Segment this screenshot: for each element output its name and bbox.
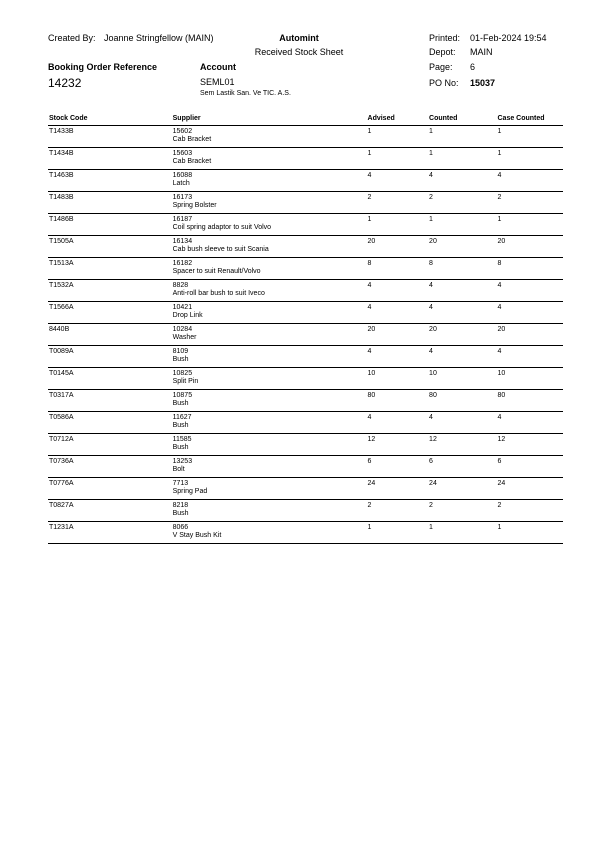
item-description: Bush bbox=[172, 400, 189, 407]
case-counted-cell: 1 bbox=[497, 214, 564, 236]
stock-code-cell: T0145A bbox=[48, 368, 172, 390]
stock-code-cell: T1231A bbox=[48, 522, 172, 544]
item-description: Split Pin bbox=[172, 378, 199, 385]
item-description: Spacer to suit Renault/Volvo bbox=[172, 268, 261, 275]
supplier-code: 11627 bbox=[172, 414, 192, 421]
item-description: Drop Link bbox=[172, 312, 203, 319]
supplier-code: 8218 bbox=[172, 502, 189, 509]
advised-cell: 1 bbox=[367, 148, 429, 170]
item-description: Bush bbox=[172, 444, 189, 451]
case-counted-cell: 1 bbox=[497, 126, 564, 148]
stock-code-cell: T1486B bbox=[48, 214, 172, 236]
counted-cell: 2 bbox=[428, 500, 496, 522]
advised-cell: 4 bbox=[367, 346, 429, 368]
stock-code-cell: T0827A bbox=[48, 500, 172, 522]
printed-label: Printed: bbox=[429, 33, 461, 43]
item-description: Latch bbox=[172, 180, 190, 187]
item-description: Cab bush sleeve to suit Scania bbox=[172, 246, 269, 253]
item-description: Cab Bracket bbox=[172, 158, 212, 165]
po-label: PO No: bbox=[429, 78, 459, 88]
case-counted-cell: 2 bbox=[497, 192, 564, 214]
supplier-code: 16173 bbox=[172, 194, 193, 201]
advised-cell: 4 bbox=[367, 412, 429, 434]
case-counted-cell: 4 bbox=[497, 280, 564, 302]
case-counted-cell: 10 bbox=[497, 368, 564, 390]
counted-cell: 1 bbox=[428, 148, 496, 170]
supplier-cell bbox=[172, 434, 367, 456]
item-description: Bush bbox=[172, 356, 189, 363]
table-row bbox=[48, 368, 563, 390]
case-counted-cell: 1 bbox=[497, 148, 564, 170]
table-row bbox=[48, 148, 563, 170]
advised-cell: 20 bbox=[367, 324, 429, 346]
item-description: Bolt bbox=[172, 466, 185, 473]
supplier-code: 10825 bbox=[172, 370, 193, 377]
col-stock-code: Stock Code bbox=[48, 114, 172, 126]
counted-cell: 4 bbox=[428, 412, 496, 434]
supplier-code: 15602 bbox=[172, 128, 193, 135]
table-header-row bbox=[48, 114, 563, 126]
supplier-code: 16088 bbox=[172, 172, 193, 179]
supplier-cell bbox=[172, 456, 367, 478]
advised-cell: 2 bbox=[367, 192, 429, 214]
supplier-code: 7713 bbox=[172, 480, 189, 487]
supplier-code: 16182 bbox=[172, 260, 193, 267]
table-row bbox=[48, 258, 563, 280]
item-description: Washer bbox=[172, 334, 197, 341]
table-row bbox=[48, 456, 563, 478]
table-row bbox=[48, 390, 563, 412]
case-counted-cell: 4 bbox=[497, 302, 564, 324]
counted-cell: 20 bbox=[428, 324, 496, 346]
counted-cell: 4 bbox=[428, 346, 496, 368]
case-counted-cell: 24 bbox=[497, 478, 564, 500]
stock-code-cell: T0089A bbox=[48, 346, 172, 368]
case-counted-cell: 20 bbox=[497, 236, 564, 258]
stock-code-cell: T1463B bbox=[48, 170, 172, 192]
page-label: Page: bbox=[429, 62, 453, 72]
counted-cell: 6 bbox=[428, 456, 496, 478]
counted-cell: 12 bbox=[428, 434, 496, 456]
page-number: 6 bbox=[470, 62, 476, 72]
supplier-cell bbox=[172, 302, 367, 324]
counted-cell: 10 bbox=[428, 368, 496, 390]
supplier-cell bbox=[172, 214, 367, 236]
stock-code-cell: T0712A bbox=[48, 434, 172, 456]
supplier-code: 16187 bbox=[172, 216, 193, 223]
supplier-cell bbox=[172, 522, 367, 544]
advised-cell: 4 bbox=[367, 280, 429, 302]
advised-cell: 80 bbox=[367, 390, 429, 412]
case-counted-cell: 20 bbox=[497, 324, 564, 346]
advised-cell: 20 bbox=[367, 236, 429, 258]
supplier-cell bbox=[172, 324, 367, 346]
account-code: SEML01 bbox=[200, 77, 235, 87]
advised-cell: 8 bbox=[367, 258, 429, 280]
supplier-code: 8109 bbox=[172, 348, 189, 355]
case-counted-cell: 6 bbox=[497, 456, 564, 478]
case-counted-cell: 1 bbox=[497, 522, 564, 544]
col-supplier: Supplier bbox=[172, 114, 367, 126]
table-row bbox=[48, 280, 563, 302]
col-case-counted: Case Counted bbox=[497, 114, 564, 126]
table-row bbox=[48, 236, 563, 258]
stock-code-cell: T1532A bbox=[48, 280, 172, 302]
supplier-cell bbox=[172, 478, 367, 500]
supplier-code: 16134 bbox=[172, 238, 193, 245]
case-counted-cell: 8 bbox=[497, 258, 564, 280]
advised-cell: 12 bbox=[367, 434, 429, 456]
col-advised: Advised bbox=[367, 114, 429, 126]
supplier-code: 11585 bbox=[172, 436, 192, 443]
counted-cell: 4 bbox=[428, 280, 496, 302]
counted-cell: 2 bbox=[428, 192, 496, 214]
counted-cell: 4 bbox=[428, 170, 496, 192]
table-row bbox=[48, 302, 563, 324]
case-counted-cell: 12 bbox=[497, 434, 564, 456]
supplier-code: 8066 bbox=[172, 524, 189, 531]
supplier-code: 10284 bbox=[172, 326, 193, 333]
created-by-value: Joanne Stringfellow (MAIN) bbox=[104, 33, 214, 43]
advised-cell: 1 bbox=[367, 522, 429, 544]
case-counted-cell: 80 bbox=[497, 390, 564, 412]
supplier-code: 10875 bbox=[172, 392, 193, 399]
table-row bbox=[48, 170, 563, 192]
stock-table bbox=[48, 114, 563, 544]
counted-cell: 1 bbox=[428, 214, 496, 236]
supplier-cell bbox=[172, 236, 367, 258]
stock-code-cell: T1505A bbox=[48, 236, 172, 258]
table-row bbox=[48, 346, 563, 368]
supplier-cell bbox=[172, 368, 367, 390]
supplier-cell bbox=[172, 258, 367, 280]
counted-cell: 1 bbox=[428, 522, 496, 544]
stock-code-cell: T1513A bbox=[48, 258, 172, 280]
table-row bbox=[48, 522, 563, 544]
case-counted-cell: 4 bbox=[497, 346, 564, 368]
item-description: Cab Bracket bbox=[172, 136, 212, 143]
table-row bbox=[48, 478, 563, 500]
item-description: Anti-roll bar bush to suit Iveco bbox=[172, 290, 265, 297]
depot-value: MAIN bbox=[470, 47, 493, 57]
sheet-title: Received Stock Sheet bbox=[254, 47, 344, 57]
account-name: Sem Lastik San. Ve TIC. A.S. bbox=[200, 90, 291, 97]
supplier-code: 10421 bbox=[172, 304, 193, 311]
table-row bbox=[48, 412, 563, 434]
supplier-cell bbox=[172, 412, 367, 434]
supplier-cell bbox=[172, 192, 367, 214]
stock-code-cell: 8440B bbox=[48, 324, 172, 346]
stock-code-cell: T0586A bbox=[48, 412, 172, 434]
stock-code-cell: T0776A bbox=[48, 478, 172, 500]
advised-cell: 6 bbox=[367, 456, 429, 478]
booking-ref-value: 14232 bbox=[48, 76, 82, 90]
created-by-label: Created By: bbox=[48, 33, 96, 43]
company-name: Automint bbox=[279, 33, 319, 43]
item-description: Bush bbox=[172, 510, 189, 517]
supplier-cell bbox=[172, 126, 367, 148]
table-row bbox=[48, 192, 563, 214]
case-counted-cell: 4 bbox=[497, 412, 564, 434]
supplier-code: 8828 bbox=[172, 282, 189, 289]
item-description: V Stay Bush Kit bbox=[172, 532, 222, 539]
counted-cell: 1 bbox=[428, 126, 496, 148]
stock-code-cell: T1434B bbox=[48, 148, 172, 170]
printed-value: 01-Feb-2024 19:54 bbox=[470, 33, 547, 43]
stock-code-cell: T1566A bbox=[48, 302, 172, 324]
stock-code-cell: T0317A bbox=[48, 390, 172, 412]
advised-cell: 1 bbox=[367, 214, 429, 236]
counted-cell: 4 bbox=[428, 302, 496, 324]
advised-cell: 1 bbox=[367, 126, 429, 148]
table-body bbox=[48, 126, 563, 544]
supplier-cell bbox=[172, 148, 367, 170]
item-description: Coil spring adaptor to suit Volvo bbox=[172, 224, 272, 231]
supplier-cell bbox=[172, 390, 367, 412]
item-description: Spring Bolster bbox=[172, 202, 217, 209]
booking-ref-label: Booking Order Reference bbox=[48, 62, 158, 72]
counted-cell: 20 bbox=[428, 236, 496, 258]
table-row bbox=[48, 214, 563, 236]
case-counted-cell: 2 bbox=[497, 500, 564, 522]
advised-cell: 4 bbox=[367, 170, 429, 192]
account-label: Account bbox=[200, 62, 236, 72]
item-description: Spring Pad bbox=[172, 488, 208, 495]
supplier-code: 13253 bbox=[172, 458, 193, 465]
table-row bbox=[48, 500, 563, 522]
supplier-cell bbox=[172, 500, 367, 522]
table-row bbox=[48, 434, 563, 456]
advised-cell: 2 bbox=[367, 500, 429, 522]
stock-code-cell: T0736A bbox=[48, 456, 172, 478]
counted-cell: 80 bbox=[428, 390, 496, 412]
stock-code-cell: T1483B bbox=[48, 192, 172, 214]
counted-cell: 8 bbox=[428, 258, 496, 280]
item-description: Bush bbox=[172, 422, 189, 429]
depot-label: Depot: bbox=[429, 47, 456, 57]
case-counted-cell: 4 bbox=[497, 170, 564, 192]
counted-cell: 24 bbox=[428, 478, 496, 500]
table-row bbox=[48, 324, 563, 346]
supplier-cell bbox=[172, 170, 367, 192]
supplier-cell bbox=[172, 280, 367, 302]
advised-cell: 24 bbox=[367, 478, 429, 500]
supplier-cell bbox=[172, 346, 367, 368]
advised-cell: 4 bbox=[367, 302, 429, 324]
table-row bbox=[48, 126, 563, 148]
col-counted: Counted bbox=[428, 114, 496, 126]
supplier-code: 15603 bbox=[172, 150, 193, 157]
advised-cell: 10 bbox=[367, 368, 429, 390]
po-number: 15037 bbox=[470, 78, 496, 88]
stock-code-cell: T1433B bbox=[48, 126, 172, 148]
